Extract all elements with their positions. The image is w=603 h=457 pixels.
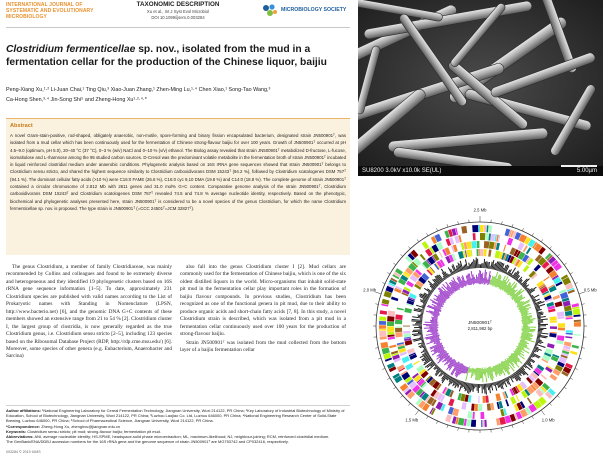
gene-feature (395, 314, 402, 320)
genome-tick-label: 2.0 Mb (363, 287, 377, 293)
gc-content-bar (482, 263, 483, 268)
gene-feature (490, 403, 494, 410)
affiliations (6, 408, 350, 424)
gc-content-bar (489, 266, 490, 269)
gene-feature (406, 281, 414, 288)
gc-content-bar (477, 384, 478, 391)
gc-content-bar (538, 323, 541, 324)
gene-feature (422, 241, 429, 249)
genome-tick (522, 228, 523, 231)
gene-feature (540, 374, 547, 380)
gc-skew-bar (481, 274, 482, 284)
gc-content-bar (538, 329, 544, 330)
gene-feature (570, 351, 577, 355)
gene-feature (472, 225, 478, 232)
gene-feature (387, 322, 394, 326)
gene-feature (555, 301, 563, 307)
gene-feature (405, 363, 413, 370)
gene-feature (510, 396, 517, 404)
gene-feature (382, 299, 390, 305)
gene-feature (480, 249, 484, 256)
gc-skew-bar (429, 326, 437, 327)
gc-content-bar (421, 340, 424, 341)
genome-tick (522, 421, 523, 424)
section-label: TAXONOMIC DESCRIPTION (136, 1, 220, 8)
body-paragraph: Strain JN500901ᵀ was isolated from the mud collected from the bottom layer of a baijiu fermentation cellar (180, 339, 346, 353)
gc-content-bar (536, 311, 538, 312)
gene-feature (483, 249, 486, 256)
gene-feature (557, 335, 565, 341)
genome-tick (417, 239, 419, 241)
gene-feature (387, 332, 394, 335)
gene-feature (485, 233, 488, 240)
gene-feature (477, 241, 480, 248)
genome-tick (393, 263, 395, 265)
gene-feature (402, 356, 410, 363)
genome-tick (382, 368, 385, 369)
gc-content-bar (422, 308, 424, 309)
abstract-box (6, 118, 350, 255)
gene-feature (397, 365, 405, 371)
gc-skew-bar (479, 368, 480, 380)
title-rest: sp. nov., isolated from the mud in a fermentation cellar for the production of the Chinese liquor, baijiu (6, 44, 327, 68)
gc-skew-bar (523, 323, 531, 324)
gene-feature (574, 322, 581, 327)
gene-feature (403, 326, 410, 327)
gene-feature (503, 245, 506, 252)
affiliations-label: Author affiliations: (6, 408, 41, 413)
gene-feature (527, 397, 532, 404)
genome-tick (427, 416, 429, 419)
gene-feature (478, 396, 479, 403)
gc-content-bar (474, 384, 475, 389)
gc-content-bar (483, 384, 484, 389)
gc-content-bar (538, 328, 547, 329)
genome-tick (570, 273, 573, 275)
genome-tick (375, 292, 381, 294)
affiliations-text: ¹National Engineering Laboratory for Cereal Fermentation Technology, Jiangnan University, Wuxi 214122, PR China; ²Key Laboratory of Industrial Biotechnology of Ministry of Education, School of Biotechnology, Jiangnan University, Wuxi 214122, PR China; ³Luzhou Laojiao Co. Ltd, Luzhou 646000, PR China; ⁴National Engineering Research Center of Solid-State Brewing, Luzhou 646000, PR China; ⁵School of Pharmaceutical Science, Jiangnan University, Wuxi 214122, PR China. (6, 408, 345, 424)
gc-content-bar (421, 335, 423, 336)
gc-content-bar (486, 384, 487, 388)
gc-content-bar (421, 313, 423, 314)
authors-line-2: Ca-Hong Shen,³·⁴ Jin-Song Shi⁵ and Zheng-Hong Xu¹·²·⁴·* (6, 96, 147, 103)
gene-feature (467, 411, 472, 418)
gene-feature (547, 343, 555, 348)
gc-content-bar (480, 264, 481, 268)
gene-feature (466, 419, 471, 426)
gene-feature (413, 361, 420, 366)
circular-genome-map-icon (358, 196, 603, 457)
gene-feature (471, 420, 476, 427)
accession-note: The GenBank/ENA/DDBJ accession numbers for the 16S rRNA gene and the genome sequence of strain JN500901ᵀ are MG753742 and CP032416, respectively. (6, 439, 289, 445)
article-title (6, 44, 346, 69)
gene-feature (476, 249, 478, 256)
gene-feature (387, 316, 394, 322)
gene-feature (427, 256, 435, 264)
author-list (6, 86, 346, 105)
genome-tick (570, 378, 573, 380)
gene-feature (395, 320, 402, 324)
gene-feature (549, 333, 556, 338)
citation: Xu et al., Int J Syst Evol Microbiol (146, 9, 210, 14)
genome-tick (375, 304, 378, 305)
genome-tick (378, 358, 381, 359)
gene-feature (481, 420, 482, 427)
sem-scale-label: 5.00µm (576, 168, 597, 174)
gene-feature (404, 308, 412, 314)
gene-feature (473, 233, 476, 240)
genome-tick (447, 224, 448, 227)
gene-feature (471, 241, 476, 248)
genome-tick (550, 403, 552, 405)
genome-tick (436, 421, 437, 424)
gene-feature (485, 396, 489, 403)
gene-feature (471, 404, 474, 411)
gc-content-bar (418, 332, 422, 333)
body-paragraph: The genus Clostridium, a member of family Clostridiaceae, was mainly recommended by Collins and colleagues and found to be extremely diverse and heterogeneous and they identified 19 phylogenetic clusters based on 16S rRNA gene sequence information [1–5]. To date, approximately 231 Clostridium species are published with valid names according to the List of Prokaryotic names with Standing in Nomenclature (LPSN, http://www.bacterio.net) [6], and the genomic DNA G+C contents of these members showed an extensive range from 21 to 54 % [2]. Clostridium cluster I, the largest group of clostridia, is now generally regarded as the true Clostridium genus, i.e. Clostridium sensu stricto [2–5], including 123 species based on the Ribosomal Database Project (RDP, http://rdp.cme.msu.edu/) [6]. Moreover, some species of other genera (e.g. Eubacterium, Anaerobacter and Sarcina) (6, 264, 172, 360)
genome-tick (387, 378, 390, 380)
gc-content-bar (538, 331, 543, 332)
gc-content-bar (477, 259, 478, 268)
body-column-1 (6, 264, 172, 361)
gene-feature (391, 297, 398, 302)
genome-tick-label: 0.5 Mb (583, 287, 597, 293)
gc-content-bar (538, 327, 540, 328)
abbreviations-label: Abbreviations: (6, 434, 34, 440)
microbiology-logo-icon (262, 3, 278, 17)
gc-skew-bar (523, 325, 527, 326)
gc-skew-bar (479, 270, 480, 284)
gene-feature (487, 403, 491, 410)
genome-tick (532, 416, 534, 419)
gene-feature (467, 241, 472, 249)
footnotes (6, 405, 350, 444)
gene-feature (484, 420, 487, 427)
gc-skew-bar (523, 328, 530, 329)
gene-feature (550, 326, 557, 329)
gc-skew-bar (483, 369, 484, 374)
gc-content-bar (420, 328, 423, 329)
gc-content-bar (537, 333, 541, 334)
gene-feature (389, 345, 396, 349)
gc-content-bar (420, 314, 423, 315)
gene-feature (573, 314, 580, 317)
gene-feature (380, 342, 388, 349)
gene-feature (523, 265, 530, 272)
genome-tick-label: 2.5 Mb (473, 207, 487, 213)
gc-content-bar (414, 327, 422, 328)
genome-tick (502, 428, 503, 431)
gene-feature (483, 420, 485, 427)
gc-content-bar (492, 383, 493, 386)
gene-feature (480, 225, 484, 232)
body-paragraph: also fall into the genus Clostridium cluster I [2]. Mud cellars are commonly used for the fermentation of Chinese baijiu, which is one of the six oldest distilled liquors in the world. Micro-organisms that inhabit solid-state pit mud in the fermentation cellar play important roles in the formation of baijiu flavour compounds. In previous studies, Clostridium has been recognized as one of the functional genera in pit mud, due to their ability to produce organic acids and short-chain fatty acids [7, 8]. In this study, a novel Clostridium strain is described, which was isolated from a pit mud in a fermentation cellar continuously used over 100 years for the production of strong-flavour baijiu. (180, 264, 346, 338)
abstract-heading: Abstract (10, 123, 33, 129)
gene-feature (557, 311, 565, 317)
genome-tick-label: 1.0 Mb (541, 417, 555, 423)
genome-tick-label: 1.5 Mb (405, 417, 419, 423)
genome-tick (408, 403, 410, 405)
correspondence-label: *Correspondence: (6, 423, 41, 429)
gene-feature (549, 374, 557, 381)
gene-feature (488, 233, 491, 240)
gene-feature (557, 316, 564, 319)
gene-feature (489, 242, 495, 250)
gc-skew-bar (478, 273, 479, 283)
genome-tick (427, 233, 429, 236)
correspondence-email[interactable]: Zheng-Hong Xu, zhenghxu@jiangnan.edu.cn (41, 423, 121, 429)
gene-feature (491, 234, 496, 241)
gene-feature (379, 321, 386, 325)
gene-feature (458, 418, 465, 426)
gc-content-bar (419, 326, 422, 327)
gene-feature (572, 345, 579, 349)
gene-feature (379, 325, 386, 329)
genome-tick (582, 348, 585, 349)
gene-feature (480, 233, 485, 240)
gene-feature (380, 336, 387, 340)
gc-content-bar (538, 318, 541, 319)
gene-feature (574, 334, 581, 336)
keywords-label: Keywords: (6, 428, 27, 434)
gene-feature (448, 398, 454, 406)
gene-feature (445, 414, 452, 422)
genome-tick (458, 428, 459, 431)
gene-feature (566, 333, 573, 335)
gene-feature (395, 328, 402, 332)
page-id: 003284 © 2019 IUMS (6, 450, 41, 454)
genome-tick (550, 246, 552, 248)
gene-feature (403, 331, 410, 334)
gene-feature (534, 264, 541, 271)
gc-content-bar (413, 324, 422, 325)
gc-skew-bar (481, 368, 482, 378)
gene-feature (379, 329, 386, 331)
gc-skew-bar (477, 277, 478, 283)
gene-feature (550, 321, 557, 323)
gc-content-bar (420, 319, 422, 320)
gene-feature (405, 340, 413, 346)
gene-feature (380, 310, 387, 314)
gc-skew-bar (475, 279, 476, 283)
genome-tick (400, 254, 402, 256)
genome-tick (575, 368, 578, 369)
genome-tick (541, 410, 545, 415)
genome-map (358, 196, 603, 457)
genome-tick (415, 410, 419, 415)
gene-feature (478, 404, 482, 411)
gene-feature (481, 412, 485, 419)
genome-tick (393, 387, 395, 389)
gene-feature (573, 309, 581, 315)
gc-content-bar (479, 264, 480, 268)
gene-feature (439, 251, 443, 258)
abstract-text: A novel Gram-stain-positive, rod-shaped, obligately anaerobic, non-motile, spore-forming and binary fission encapsulated bacterium, designated strain JN500901ᵀ, was isolated from a mud cellar which has been continuously used for the fermentation of Chinese strong-flavour baijiu for over 100 years. Growth of JN500901ᵀ occurred at pH 4.5–9.0 (optimum, pH 5.0), 20–40 °C (37 °C), 0–3 % (w/v) NaCl and 0–10 % (v/v) ethanol. The Biolog assay revealed that strain JN500901ᵀ metabolized D-fructose, L-fucose, isomaltulose and L-rhamnose among the 95 studied carbon sources. D-Cresol was the predominant volatile metabolite in the fermentation broth of strain JN500901ᵀ incubated in liquid reinforced clostridial medium under anaerobic conditions. Phylogenetic analysis based on 16S rRNA gene sequences showed that strain JN500901ᵀ belongs to Clostridium sensu stricto, and shared the highest sequence similarity to Clostridium carboxidivorans DSM 15243ᵀ (94.2 %), followed by Clostridium scatologenes DSM 757ᵀ (94.1 %). The dominant cellular fatty acids (>10 %) were C16:0 FAME (26.6 %), C16:0 cyc 9,10 DMA (19.8 %) and C14:0 (18.8 %). The complete genome of strain JN500901ᵀ contained a circular chromosome of 2.812 Mb with 2611 genes and 31.0 mol% G+C content. Comparative genome analysis of the strain JN500901ᵀ, Clostridium carboxidivorans DSM 15243ᵀ and Clostridium scatologenes DSM 757ᵀ revealed 74.5 and 74.8 % average nucleotide identity, respectively. Based on the phenotypic, biochemical and phylogenetic analyses presented here, strain JN500901ᵀ is considered to be a novel species of the genus Clostridium, for which the name Clostridium fermenticellae sp. nov. is proposed. The type strain is JN500901ᵀ (=CCC 24501ᵀ=JCM 32827ᵀ). (10, 133, 346, 211)
gc-content-bar (537, 316, 541, 317)
genome-tick (564, 263, 566, 265)
gc-content-bar (481, 263, 482, 268)
sem-micrograph (358, 0, 603, 176)
gc-content-bar (538, 325, 546, 326)
genome-tick (582, 304, 585, 305)
genome-tick (575, 282, 578, 283)
gene-feature (486, 225, 488, 232)
journal-name: INTERNATIONAL JOURNAL OF SYSTEMATIC AND EVOLUTIONARY MICROBIOLOGY (6, 2, 94, 20)
gc-skew-bar (431, 323, 437, 324)
gene-feature (479, 249, 480, 256)
gene-feature (565, 336, 572, 338)
article-header (118, 1, 238, 20)
gene-feature (395, 327, 402, 328)
gene-feature (488, 225, 492, 232)
gene-feature (461, 226, 467, 234)
gene-feature (483, 396, 486, 403)
genome-tick (564, 387, 566, 389)
gene-feature (474, 404, 478, 411)
sem-image-icon (358, 0, 603, 166)
gc-content-bar (528, 287, 537, 294)
genome-tick (458, 221, 459, 224)
doi-link[interactable]: DOI 10.1099/ijsem.0.003284 (151, 14, 205, 20)
gene-feature (566, 330, 573, 333)
gc-skew-bar (523, 326, 528, 327)
gene-feature (387, 326, 394, 332)
body-column-2 (180, 264, 346, 354)
genome-tick (532, 233, 534, 236)
gene-feature (387, 334, 394, 337)
gc-skew-bar (426, 325, 438, 326)
gene-feature (566, 317, 573, 319)
gene-feature (574, 320, 581, 322)
gc-content-bar (442, 374, 449, 383)
gc-content-bar (480, 384, 481, 387)
gc-content-bar (478, 384, 479, 393)
gc-content-bar (415, 323, 422, 324)
gc-content-bar (538, 322, 543, 323)
gene-feature (395, 332, 402, 338)
gene-feature (558, 328, 565, 331)
gene-feature (553, 295, 561, 300)
gene-feature (388, 337, 395, 340)
gene-feature (420, 254, 426, 261)
gc-content-bar (441, 269, 448, 279)
gene-feature (379, 316, 386, 321)
gene-feature (507, 238, 513, 246)
gc-content-bar (482, 384, 483, 393)
gene-feature (397, 307, 404, 310)
genome-tick (436, 228, 437, 231)
gene-feature (472, 412, 474, 419)
keywords-text: Clostridium sensu stricto; pit mud; strong-flavour baijiu; fermentation pit mud. (27, 428, 161, 434)
genome-map-strain-label: JN500901ᵀ (468, 321, 492, 326)
gc-content-bar (538, 324, 548, 325)
gene-feature (461, 402, 467, 410)
gc-content-bar (479, 384, 480, 388)
gene-feature (515, 395, 519, 402)
gene-feature (484, 241, 490, 248)
gc-content-bar (416, 322, 422, 323)
genome-map-size-label: 2,811,982 bp (467, 326, 493, 331)
genome-tick (375, 348, 378, 349)
title-species: Clostridium fermenticellae (6, 44, 136, 55)
genome-tick (387, 273, 390, 275)
gc-content-bar (476, 384, 477, 387)
gene-feature (517, 242, 524, 250)
gc-content-bar (538, 330, 542, 331)
gene-feature (549, 285, 557, 292)
genome-tick (557, 254, 559, 256)
gene-feature (549, 316, 556, 321)
header-divider (6, 27, 350, 28)
gc-content-bar (538, 320, 543, 321)
genome-tick (400, 396, 402, 398)
sem-instrument-label: SU8200 3.0kV x10.0k SE(UL) (362, 168, 442, 174)
gene-feature (495, 393, 501, 401)
gene-feature (379, 331, 386, 337)
authors-line-1: Peng-Xiang Xu,¹·² Li-Juan Chai,¹ Ting Qiu,³ Xiao-Juan Zhang,¹ Zhen-Ming Lu,¹·⁴ Chen Xiao,¹ Song-Tao Wang,³ (6, 87, 271, 93)
gene-feature (388, 310, 396, 316)
genome-tick (557, 396, 559, 398)
gc-skew-bar (483, 278, 484, 283)
genome-tick (408, 246, 410, 248)
gene-feature (505, 399, 509, 406)
gene-feature (565, 311, 573, 316)
gene-feature (558, 323, 565, 327)
gene-feature (403, 333, 410, 337)
publisher-name: MICROBIOLOGY SOCIETY (281, 7, 347, 13)
abbreviations-text: ANI, average nucleotide identity; HS-SPME, headspace-solid phase microextraction; ML, maximum-likelihood; NJ, neighbour-joining; RCM, reinforced clostridial medium. (34, 434, 330, 440)
genome-tick (382, 282, 385, 283)
gene-feature (488, 250, 491, 257)
genome-tick (502, 221, 503, 224)
genome-tick (579, 358, 582, 359)
genome-tick (541, 239, 543, 241)
genome-tick (512, 425, 513, 428)
gene-feature (484, 225, 487, 232)
gc-skew-bar (480, 368, 481, 378)
genome-tick (512, 224, 513, 227)
gene-feature (479, 225, 480, 232)
genome-tick (447, 425, 448, 428)
microbiology-society-logo (262, 3, 346, 17)
gene-feature (543, 276, 549, 281)
